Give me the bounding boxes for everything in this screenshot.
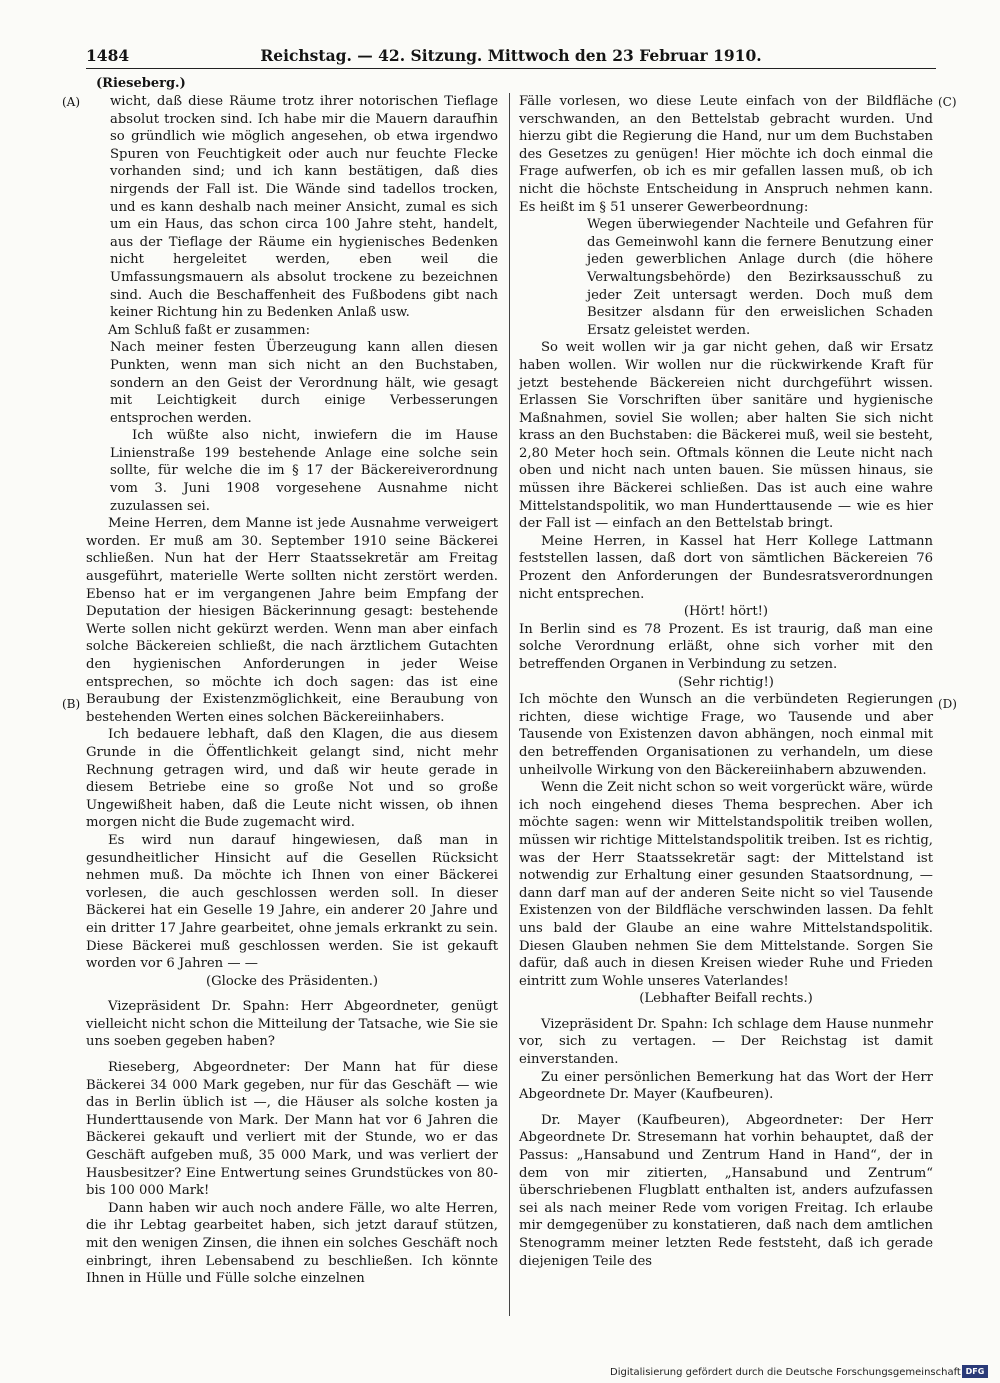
paragraph: Dann haben wir auch noch andere Fälle, wo alte Herren, die ihr Lebtag gearbeitet haben, sich jetzt darauf stützen, mit den wenigen Zinsen, die ihnen ein solches Geschäft noch einbringt, ihren Lebensabend zu beschließen. Ich könnte Ihnen in Hülle und Fülle solche einzelnen — [86, 1200, 498, 1287]
margin-marker-a: (A) — [62, 95, 81, 109]
right-text-column — [519, 93, 933, 1270]
paragraph: Ich bedauere lebhaft, daß den Klagen, die aus diesem Grunde in die Öffentlichkeit gelangt sind, nicht mehr Rechnung getragen wird, und daß wir heute gerade in diesem Betriebe eine so große Not und so große Ungewißheit haben, daß die Leute nicht wissen, ob ihnen morgen nicht die Bude zugemacht wird. — [86, 727, 498, 831]
paragraph: Vizepräsident Dr. Spahn: Ich schlage dem Hause nunmehr vor, sich zu vertagen. — Der Reichstag ist damit einverstanden. — [519, 1016, 933, 1068]
paragraph: (Hört! hört!) — [683, 604, 769, 620]
paragraph: Vizepräsident Dr. Spahn: Herr Abgeordneter, genügt vielleicht nicht schon die Mitteilung der Tatsache, wie Sie sie uns soeben gegeben haben? — [86, 999, 498, 1050]
paragraph: Am Schluß faßt er zusammen: — [108, 322, 311, 338]
paragraph: Zu einer persönlichen Bemerkung hat das Wort der Herr Abgeordnete Dr. Mayer (Kaufbeuren). — [519, 1069, 933, 1103]
paragraph: Wegen überwiegender Nachteile und Gefahren für das Gemeinwohl kann die fernere Benutzung einer jeden gewerblichen Anlage durch (die höhere Verwaltungsbehörde) den Bezirksausschuß zu jeder Zeit untersagt werden. Doch muß dem Besitzer alsdann für den erweislichen Schaden Ersatz geleistet werden. — [587, 217, 933, 338]
paragraph: Ich möchte den Wunsch an die verbündeten Regierungen richten, diese wichtige Frage, wo Tausende und aber Tausende von Existenzen davon abhängen, noch einmal mit den betreffenden Organisationen zu verhandeln, um diese unheilvolle Wirkung von den Bäckereiinhabern abzuwenden. — [519, 692, 933, 778]
margin-marker-b: (B) — [62, 697, 81, 711]
margin-marker-d: (D) — [938, 697, 957, 711]
left-text-column — [86, 93, 498, 1288]
paragraph: Ich wüßte also nicht, inwiefern die im Hause Linienstraße 199 bestehende Anlage eine solche sein sollte, für welche die im § 17 der Bäckereiverordnung vom 3. Juni 1908 vorgesehene Ausnahme nicht zuzulassen sei. — [110, 428, 498, 514]
paragraph: Es wird nun darauf hingewiesen, daß man in gesundheitlicher Hinsicht auf die Gesellen Rücksicht nehmen muß. Da möchte ich Ihnen von einer Bäckerei vorlesen, die auch geschlossen werden soll. In dieser Bäckerei hat ein Geselle 19 Jahre, ein anderer 20 Jahre und ein dritter 17 Jahre gearbeitet, ohne jemals erkrankt zu sein. Diese Bäckerei muß geschlossen werden. Sie ist gekauft worden vor 6 Jahren — — — [86, 832, 498, 972]
dfg-logo: DFG — [962, 1365, 988, 1378]
paragraph: In Berlin sind es 78 Prozent. Es ist traurig, daß man eine solche Verordnung erläßt, ohne sich vorher mit den betreffenden Organen in Verbindung zu setzen. — [519, 621, 933, 672]
paragraph: Wenn die Zeit nicht schon so weit vorgerückt wäre, würde ich noch eingehend dieses Thema besprechen. Aber ich möchte sagen: wenn wir Mittelstandspolitik treiben wollen, müssen wir richtige Mittelstandspolitik treiben. Ist es richtig, was der Herr Staatssekretär sagt: der Mittelstand ist notwendig zur Erhaltung einer gesunden Staatsordnung, — dann darf man auf der anderen Seite nicht so viel Tausende Existenzen von der Bildfläche verschwinden lassen. Da fehlt uns bald der Glaube an eine wahre Mittelstandspolitik. Diesen Glauben nehmen Sie dem Mittelstande. Sorgen Sie dafür, daß auch in diesen Kreisen wieder Ruhe und Frieden eintritt zum Wohle unseres Vaterlandes! — [519, 780, 933, 989]
page-number: 1484 — [86, 46, 130, 65]
paragraph: Meine Herren, in Kassel hat Herr Kollege Lattmann feststellen lassen, daß dort von sämtlichen Bäckereien 76 Prozent den Anforderungen der Bundesratsverordnungen nicht entsprechen. — [519, 533, 933, 602]
page-header — [86, 44, 936, 69]
paragraph: wicht, daß diese Räume trotz ihrer notorischen Tieflage absolut trocken sind. Ich habe mir die Mauern daraufhin so gründlich wie möglich angesehen, ob etwa irgendwo Spuren von Feuchtigkeit oder auch nur feuchte Flecke vorhanden sind; und ich kann bestätigen, daß dies nirgends der Fall ist. Die Wände sind tadellos trocken, und es kann deshalb nach meiner Ansicht, zumal es sich um ein Haus, das schon circa 100 Jahre steht, handelt, aus der Tieflage der Räume ein hygienisches Bedenken nicht hergeleitet werden, eben weil die Umfassungsmauern als absolut trockene zu bezeichnen sind. Auch die Beschaffenheit des Fußbodens gibt nach keiner Richtung hin zu Bedenken Anlaß usw. — [110, 94, 498, 321]
paragraph: Nach meiner festen Überzeugung kann allen diesen Punkten, wenn man sich nicht an den Buchstaben, sondern an den Geist der Verordnung hält, wie gesagt mit Leichtigkeit durch einige Verbesserungen entsprochen werden. — [110, 340, 498, 426]
paragraph: (Glocke des Präsidenten.) — [205, 973, 379, 989]
speaker-continuation-label: (Rieseberg.) — [96, 76, 186, 91]
paragraph: (Sehr richtig!) — [678, 674, 774, 690]
running-head: Reichstag. — 42. Sitzung. Mittwoch den 23 Februar 1910. — [260, 46, 762, 65]
paragraph: Fälle vorlesen, wo diese Leute einfach von der Bildfläche verschwanden, an den Bettelstab gebracht wurden. Und hierzu gibt die Regierung die Hand, nur um dem Buchstaben des Gesetzes zu genügen! Hier möchte ich doch einmal die Frage aufwerfen, ob ich es mir gefallen lassen muß, ob ich nicht die höchste Entscheidung in Anspruch nehmen kann. Es heißt im § 51 unserer Gewerbeordnung: — [519, 94, 933, 215]
paragraph: Meine Herren, dem Manne ist jede Ausnahme verweigert worden. Er muß am 30. September 1910 seine Bäckerei schließen. Nun hat der Herr Staatssekretär am Freitag ausgeführt, materielle Werte sollten nicht zerstört werden. Ebenso hat er im vergangenen Jahre beim Empfang der Deputation der hiesigen Bäckerinnung gesagt: bestehende Werte sollen nicht gekürzt werden. Wenn man aber einfach solche Bäckereien schließt, die nach ärztlichem Gutachten den hygienischen Anforderungen in jeder Weise entsprechen, so möchte ich doch sagen: das ist eine Beraubung der Existenzmöglichkeit, eine Beraubung von bestehenden Werten eines solchen Bäckereiinhabers. — [86, 516, 498, 725]
column-divider — [509, 93, 510, 1316]
funding-credit: Digitalisierung gefördert durch die Deutsche Forschungsgemeinschaft — [610, 1367, 961, 1378]
paragraph: Rieseberg, Abgeordneter: Der Mann hat für diese Bäckerei 34 000 Mark gegeben, nur für das Geschäft — wie das in Berlin üblich ist —, die Häuser als solche kosten ja Hunderttausende von Mark. Der Mann hat vor 6 Jahren die Bäckerei gekauft und verliert mit der Stunde, wo er das Geschäft aufgeben muß, 35 000 Mark, und was verliert der Hausbesitzer? Eine Entwertung seines Grundstückes von 80- bis 100 000 Mark! — [86, 1060, 498, 1199]
paragraph: (Lebhafter Beifall rechts.) — [639, 991, 813, 1007]
paragraph: Dr. Mayer (Kaufbeuren), Abgeordneter: Der Herr Abgeordnete Dr. Stresemann hat vorhin behauptet, daß der Passus: „Hansabund und Zentrum Hand in Hand“, der in dem von mir zitierten, „Hansabund und Zentrum“ überschriebenen Flugblatt enthalten ist, anders aufzufassen sei als nach meiner Rede vom vorigen Freitag. Ich erlaube mir demgegenüber zu konstatieren, daß nach dem amtlichen Stenogramm meiner letzten Rede feststeht, daß ich gerade diejenigen Teile des — [519, 1112, 933, 1269]
paragraph: So weit wollen wir ja gar nicht gehen, daß wir Ersatz haben wollen. Wir wollen nur die rückwirkende Kraft für jetzt bestehende Bäckereien nicht durchgeführt wissen. Erlassen Sie Vorschriften über sanitäre und hygienische Maßnahmen, soviel Sie wollen; aber halten Sie sich nicht krass an den Buchstaben: die Bäckerei muß, weil sie besteht, 2,80 Meter hoch sein. Oftmals können die Leute nicht nach oben und nicht nach unten bauen. Sie müssen hinaus, sie müssen ihre Bäckerei schließen. Das ist auch eine wahre Mittelstandspolitik, wo man Hunderttausende — wie es hier der Fall ist — einfach an den Bettelstab bringt. — [519, 340, 933, 532]
margin-marker-c: (C) — [938, 95, 957, 109]
